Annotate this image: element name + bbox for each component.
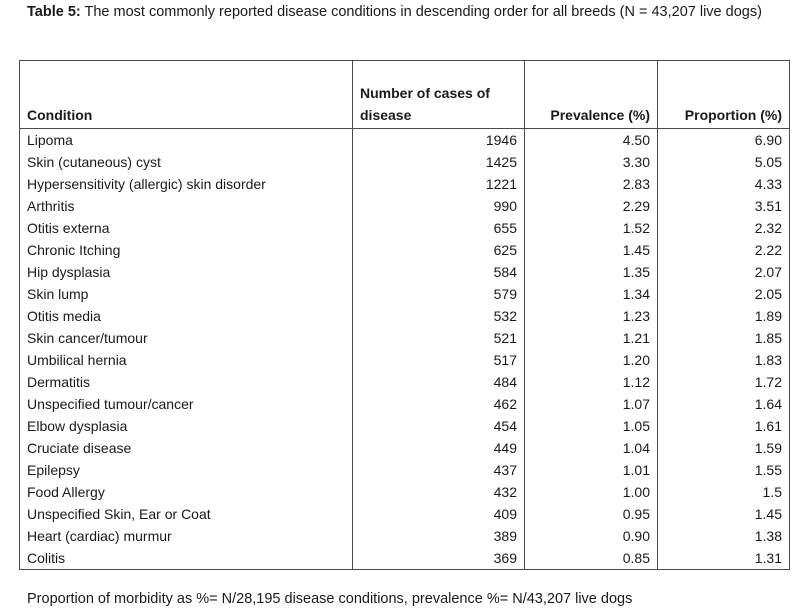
- cell-number-of-cases: 409: [353, 503, 525, 525]
- table-row: [20, 437, 790, 459]
- cell-condition: Colitis: [20, 547, 353, 570]
- table-row: [20, 503, 790, 525]
- cell-number-of-cases: 517: [353, 349, 525, 371]
- cell-prevalence: 3.30: [525, 151, 658, 173]
- cell-number-of-cases: 1221: [353, 173, 525, 195]
- cell-prevalence: 1.01: [525, 459, 658, 481]
- header-row: [20, 61, 790, 129]
- cell-condition: Unspecified Skin, Ear or Coat: [20, 503, 353, 525]
- cell-proportion: 1.61: [658, 415, 790, 437]
- table-footnote: Proportion of morbidity as %= N/28,195 disease conditions, prevalence %= N/43,207 live dogs: [27, 591, 633, 607]
- cell-proportion: 4.33: [658, 173, 790, 195]
- table-row: [20, 349, 790, 371]
- table-row: [20, 239, 790, 261]
- cell-proportion: 2.07: [658, 261, 790, 283]
- cell-condition: Elbow dysplasia: [20, 415, 353, 437]
- cell-number-of-cases: 449: [353, 437, 525, 459]
- cell-condition: Unspecified tumour/cancer: [20, 393, 353, 415]
- cell-proportion: 1.45: [658, 503, 790, 525]
- cell-condition: Hypersensitivity (allergic) skin disorder: [20, 173, 353, 195]
- cell-condition: Food Allergy: [20, 481, 353, 503]
- table-row: [20, 129, 790, 152]
- cell-number-of-cases: 532: [353, 305, 525, 327]
- cell-prevalence: 1.21: [525, 327, 658, 349]
- table-row: [20, 525, 790, 547]
- table-row: [20, 283, 790, 305]
- cell-prevalence: 0.95: [525, 503, 658, 525]
- cell-prevalence: 2.29: [525, 195, 658, 217]
- cell-proportion: 1.38: [658, 525, 790, 547]
- cell-number-of-cases: 521: [353, 327, 525, 349]
- cell-condition: Otitis externa: [20, 217, 353, 239]
- header-proportion: Proportion (%): [658, 61, 790, 129]
- table-caption-text: The most commonly reported disease conditions in descending order for all breeds (N = 43,207 live dogs): [80, 4, 762, 20]
- cell-prevalence: 1.20: [525, 349, 658, 371]
- cell-condition: Lipoma: [20, 129, 353, 152]
- cell-number-of-cases: 454: [353, 415, 525, 437]
- cell-number-of-cases: 584: [353, 261, 525, 283]
- cell-proportion: 2.05: [658, 283, 790, 305]
- cell-number-of-cases: 579: [353, 283, 525, 305]
- cell-proportion: 1.64: [658, 393, 790, 415]
- cell-prevalence: 1.52: [525, 217, 658, 239]
- cell-prevalence: 1.07: [525, 393, 658, 415]
- table-row: [20, 151, 790, 173]
- cell-proportion: 1.72: [658, 371, 790, 393]
- cell-number-of-cases: 432: [353, 481, 525, 503]
- table-row: [20, 261, 790, 283]
- cell-prevalence: 1.04: [525, 437, 658, 459]
- table-row: [20, 393, 790, 415]
- cell-condition: Dermatitis: [20, 371, 353, 393]
- header-condition: Condition: [20, 61, 353, 129]
- cell-proportion: 1.5: [658, 481, 790, 503]
- cell-prevalence: 1.45: [525, 239, 658, 261]
- table-caption: [27, 2, 767, 23]
- cell-number-of-cases: 369: [353, 547, 525, 570]
- table-row: [20, 327, 790, 349]
- table-row: [20, 173, 790, 195]
- table-body: [20, 129, 790, 570]
- cell-condition: Heart (cardiac) murmur: [20, 525, 353, 547]
- cell-proportion: 2.32: [658, 217, 790, 239]
- disease-conditions-table: [19, 60, 790, 570]
- table-row: [20, 305, 790, 327]
- cell-condition: Arthritis: [20, 195, 353, 217]
- table-row: [20, 481, 790, 503]
- cell-prevalence: 0.90: [525, 525, 658, 547]
- cell-proportion: 2.22: [658, 239, 790, 261]
- cell-prevalence: 4.50: [525, 129, 658, 152]
- cell-number-of-cases: 484: [353, 371, 525, 393]
- table-row: [20, 371, 790, 393]
- cell-proportion: 3.51: [658, 195, 790, 217]
- cell-number-of-cases: 462: [353, 393, 525, 415]
- cell-prevalence: 2.83: [525, 173, 658, 195]
- cell-proportion: 1.83: [658, 349, 790, 371]
- header-prevalence: Prevalence (%): [525, 61, 658, 129]
- cell-number-of-cases: 1425: [353, 151, 525, 173]
- cell-number-of-cases: 990: [353, 195, 525, 217]
- table-row: [20, 195, 790, 217]
- disease-table-container: [19, 60, 789, 570]
- table-row: [20, 547, 790, 570]
- cell-number-of-cases: 437: [353, 459, 525, 481]
- cell-condition: Skin lump: [20, 283, 353, 305]
- table-caption-label: Table 5:: [27, 4, 81, 20]
- cell-proportion: 1.59: [658, 437, 790, 459]
- cell-prevalence: 1.00: [525, 481, 658, 503]
- cell-proportion: 1.85: [658, 327, 790, 349]
- cell-condition: Skin cancer/tumour: [20, 327, 353, 349]
- cell-proportion: 5.05: [658, 151, 790, 173]
- cell-prevalence: 1.35: [525, 261, 658, 283]
- table-row: [20, 459, 790, 481]
- cell-proportion: 1.55: [658, 459, 790, 481]
- cell-proportion: 1.31: [658, 547, 790, 570]
- cell-prevalence: 1.05: [525, 415, 658, 437]
- cell-condition: Skin (cutaneous) cyst: [20, 151, 353, 173]
- cell-condition: Hip dysplasia: [20, 261, 353, 283]
- cell-prevalence: 1.12: [525, 371, 658, 393]
- cell-condition: Chronic Itching: [20, 239, 353, 261]
- cell-condition: Epilepsy: [20, 459, 353, 481]
- cell-prevalence: 1.34: [525, 283, 658, 305]
- table-row: [20, 217, 790, 239]
- header-number-of-cases: Number of cases of disease: [353, 61, 525, 129]
- cell-number-of-cases: 625: [353, 239, 525, 261]
- cell-condition: Otitis media: [20, 305, 353, 327]
- table-row: [20, 415, 790, 437]
- cell-proportion: 1.89: [658, 305, 790, 327]
- cell-condition: Umbilical hernia: [20, 349, 353, 371]
- cell-prevalence: 0.85: [525, 547, 658, 570]
- cell-number-of-cases: 655: [353, 217, 525, 239]
- cell-condition: Cruciate disease: [20, 437, 353, 459]
- cell-number-of-cases: 1946: [353, 129, 525, 152]
- cell-prevalence: 1.23: [525, 305, 658, 327]
- cell-proportion: 6.90: [658, 129, 790, 152]
- cell-number-of-cases: 389: [353, 525, 525, 547]
